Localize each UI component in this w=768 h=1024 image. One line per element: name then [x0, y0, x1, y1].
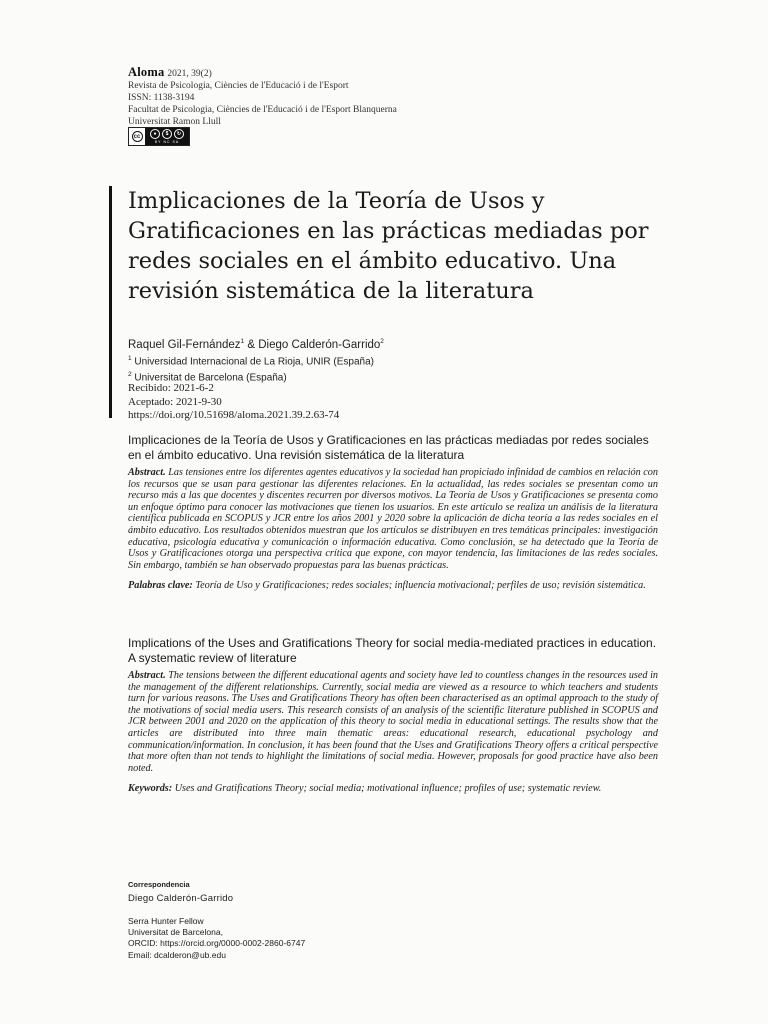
english-abstract-text: The tensions between the different educational agents and society have led to countless changes in the resources used in the management of the different relationships. Currently, social media are viewed as a resource to which teachers and students turn for various reasons. The Uses and Gratifications Theory has often been characterised as an optimal approach to the study of the motivations of social media users. This research consists of an analysis of the scientific literature published in SCOPUS and JCR between 2001 and 2020 on the application of this theory to social media in educational settings. The results show that the articles are distributed into three main thematic areas: educational research, educational psychology and communication/information. In conclusion, it has been found that the Uses and Gratifications Theory offers a critical perspective that more often than not tends to highlight the limitations of social media. However, proposals for good practice have also been noted.: [128, 670, 658, 774]
correspondence-email[interactable]: Email: dcalderon@ub.edu: [128, 949, 226, 960]
english-keywords: [128, 782, 658, 796]
spanish-abstract-section: [128, 433, 658, 593]
by-label: BY: [154, 140, 162, 144]
spanish-abstract-text: Las tensiones entre los diferentes agentes educativos y la sociedad han propiciado infinidad de cambios en relación con los recursos que se usan para gestionar las diferentes relaciones. En la actualidad, las redes sociales se presentan como un recurso más a las que docentes y discentes recurren por diversos motivos. La Teoría de Usos y Gratificaciones se presenta como un enfoque óptimo para conocer las motivaciones que tienen los usuarios. En este artículo se realiza un análisis de la literatura científica publicada en SCOPUS y JCR entre los años 2001 y 2020 sobre la aplicación de dicha teoría a las redes sociales en el ámbito educativo. Los resultados obtenidos muestran que los artículos se distribuyen en tres temáticas principales: investigación educativa, psicología educativa y comunicación o información educativa. Como conclusión, se ha detectado que la Teoría de Usos y Gratificaciones otorga una perspectiva crítica que expone, con mayor tendencia, las limitaciones de las redes sociales. Sin embargo, también se han observado propuestas para las buenas prácticas.: [128, 467, 658, 571]
dates-block: [128, 382, 339, 423]
journal-header: [128, 66, 397, 128]
article-title: Implicaciones de la Teoría de Usos y Gratificaciones en las prácticas mediadas por redes sociales en el ámbito educativo. Una revisión sistemática de la literatura: [128, 188, 649, 304]
spanish-keywords-text: Teoría de Uso y Gratificaciones; redes sociales; influencia motivacional; perfiles de uso; revisión sistemática.: [192, 580, 646, 592]
spanish-abstract-label: Abstract.: [128, 467, 166, 478]
spanish-abstract: [128, 467, 658, 571]
journal-faculty: Facultat de Psicologia, Ciències de l'Educació i de l'Esport Blanquerna: [128, 105, 397, 115]
by-icon: ●: [150, 129, 160, 139]
english-abstract-label: Abstract.: [128, 670, 166, 681]
correspondence-name: Diego Calderón-Garrido: [128, 893, 234, 904]
author-1: Raquel Gil-Fernández: [128, 338, 241, 351]
accepted-date: Aceptado: 2021-9-30: [128, 395, 222, 408]
affiliation-1-text: Universidad Internacional de La Rioja, UNIR (España): [131, 356, 374, 368]
journal-issn: ISSN: 1138-3194: [128, 93, 195, 103]
journal-volume: 2021, 39(2): [167, 69, 212, 79]
author-2: Diego Calderón-Garrido: [258, 338, 381, 351]
spanish-keywords-label: Palabras clave:: [128, 580, 193, 592]
journal-brand: Aloma: [128, 65, 165, 79]
spanish-heading: Implicaciones de la Teoría de Usos y Gratificaciones en las prácticas mediadas por redes sociales en el ámbito educativo. Una revisión sistemática de la literatura: [128, 433, 649, 462]
cc-license-badge[interactable]: [128, 127, 190, 146]
doi-link[interactable]: https://doi.org/10.51698/aloma.2021.39.2.63-74: [128, 409, 340, 421]
english-abstract: [128, 670, 658, 774]
correspondence-block: [128, 880, 305, 961]
journal-university: Universitat Ramon Llull: [128, 117, 221, 127]
title-accent-bar: [109, 186, 112, 418]
authors-block: [128, 335, 384, 384]
affiliation-1-mark: 1: [128, 354, 132, 362]
nc-label: NC: [163, 140, 171, 144]
affiliation-2-text: Universitat de Barcelona (España): [131, 372, 287, 384]
correspondence-role: Serra Hunter Fellow: [128, 916, 204, 926]
sa-icon: ↻: [174, 129, 184, 139]
correspondence-title: Correspondencia: [128, 880, 190, 889]
journal-subtitle: Revista de Psicologia, Ciències de l'Educació i de l'Esport: [128, 81, 349, 91]
affiliation-1: [128, 352, 384, 368]
english-abstract-section: [128, 636, 658, 796]
english-heading: Implications of the Uses and Gratifications Theory for social media-mediated practices in education. A systematic review of literature: [128, 636, 657, 665]
sa-label: SA: [172, 140, 180, 144]
author-separator: &: [244, 338, 259, 351]
author-2-affil: 2: [380, 338, 384, 345]
author-1-affil: 1: [240, 338, 245, 345]
nc-icon: $: [162, 129, 172, 139]
correspondence-orcid[interactable]: ORCID: https://orcid.org/0000-0002-2860-6747: [128, 938, 306, 949]
affiliation-2-mark: 2: [128, 371, 132, 379]
english-keywords-label: Keywords:: [128, 783, 173, 795]
spanish-keywords: [128, 579, 658, 593]
english-keywords-text: Uses and Gratifications Theory; social media; motivational influence; profiles of use; systematic review.: [172, 783, 602, 795]
cc-icon: cc: [132, 131, 143, 142]
correspondence-institution: Universitat de Barcelona,: [128, 927, 223, 938]
received-date: Recibido: 2021-6-2: [128, 382, 214, 394]
